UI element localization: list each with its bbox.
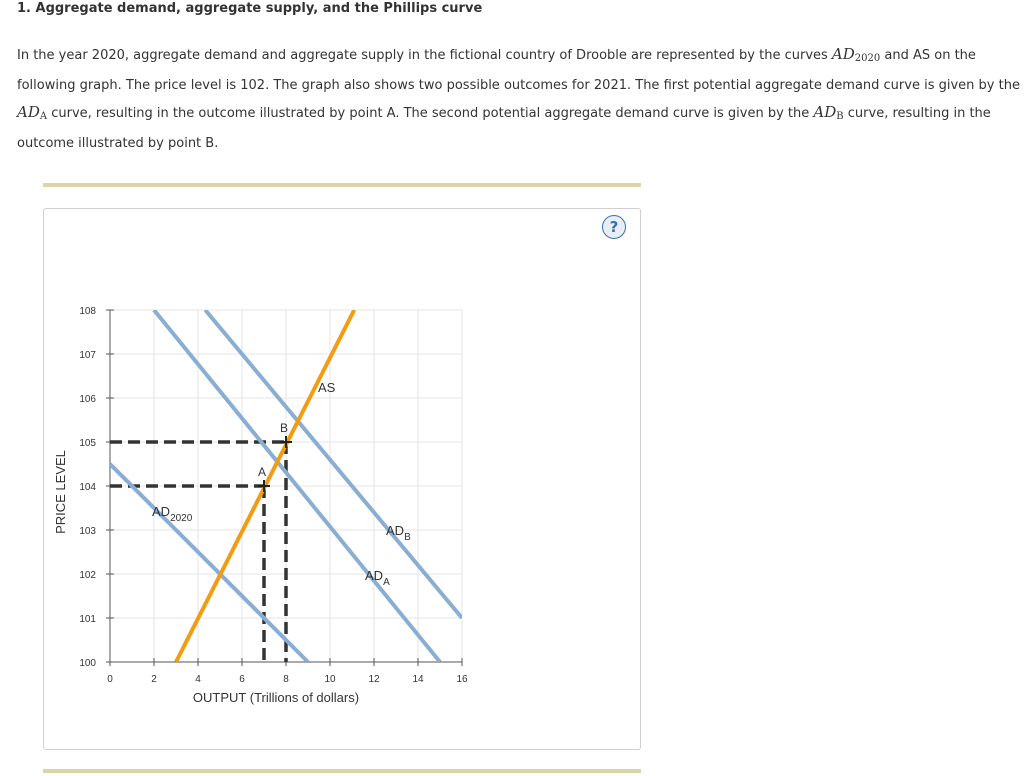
- para-part-1: In the year 2020, aggregate demand and aggregate supply in the fictional country of Drooble are represented by the curves: [17, 48, 828, 63]
- x-tick-label: 12: [368, 674, 380, 685]
- x-tick-label: 0: [107, 674, 113, 685]
- y-axis-title: PRICE LEVEL: [53, 450, 68, 534]
- curve-label-ADB: $AD_B$: [386, 523, 411, 543]
- curve-AD2020: [110, 464, 308, 662]
- y-tick-label: 102: [79, 570, 96, 581]
- para-part-2: and AS on the following graph. The price level is 102. The graph also shows two possible outcomes for 2021. The first potential aggregate demand curve is given by the: [17, 48, 1020, 93]
- help-icon[interactable]: ?: [602, 215, 626, 239]
- curve-label-ADA: $AD_A$: [365, 568, 390, 588]
- bottom-divider: [43, 769, 641, 773]
- x-tick-label: 10: [324, 674, 336, 685]
- ada-symbol: $AD_A$: [17, 103, 48, 122]
- y-tick-label: 104: [79, 482, 96, 493]
- y-tick-label: 101: [79, 614, 96, 625]
- y-tick-label: 105: [79, 438, 96, 449]
- x-tick-label: 4: [195, 674, 201, 685]
- x-tick-label: 6: [239, 674, 245, 685]
- adb-symbol: $AD_B$: [813, 103, 844, 122]
- point-label-A: A: [257, 465, 267, 479]
- question-title: 1. Aggregate demand, aggregate supply, and the Phillips curve: [17, 1, 483, 16]
- x-tick-label: 8: [283, 674, 289, 685]
- y-tick-label: 107: [79, 350, 96, 361]
- y-tick-label: 103: [79, 526, 96, 537]
- curve-label-AD2020: $AD_{2020}$: [152, 504, 193, 524]
- y-tick-label: 100: [79, 658, 96, 669]
- curve-ADB: [205, 310, 462, 618]
- y-tick-label: 106: [79, 394, 96, 405]
- x-tick-label: 16: [456, 674, 468, 685]
- para-part-4: curve, resulting in the outcome illustrated by point B.: [17, 106, 991, 151]
- y-tick-label: 108: [79, 306, 96, 317]
- x-tick-label: 14: [412, 674, 424, 685]
- ad2020-symbol: $AD_{2020}$: [831, 45, 881, 64]
- x-axis-title: OUTPUT (Trillions of dollars): [192, 690, 360, 705]
- para-part-3: curve, resulting in the outcome illustrated by point A. The second potential aggregate demand curve is given by the: [51, 106, 810, 121]
- x-tick-label: 2: [151, 674, 157, 685]
- point-label-B: B: [279, 421, 289, 435]
- curve-label-AS: AS: [318, 380, 336, 395]
